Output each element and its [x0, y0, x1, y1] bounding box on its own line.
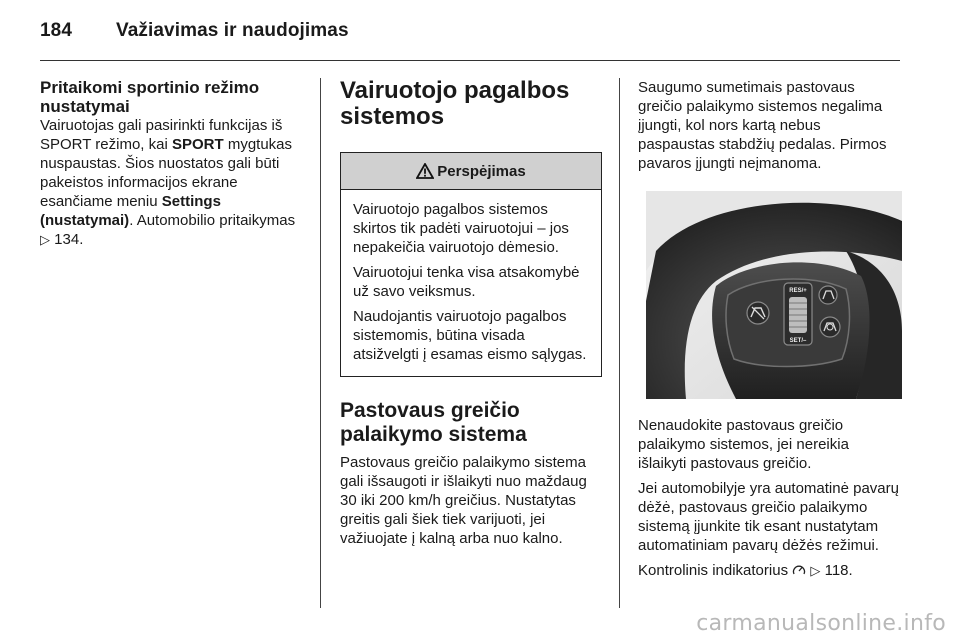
- cruise-usage-paragraph: Nenaudokite pastovaus greičio palaikymo sistemos, jei nereikia išlaikyti pastovaus greičio.: [638, 417, 849, 472]
- text-span: Vairuotojas gali pasirinkti funkcijas iš SPORT režimo, kai: [40, 117, 283, 153]
- cruise-control-indicator-icon: [792, 564, 806, 576]
- warning-header: [341, 153, 601, 190]
- warning-paragraph-2: Vairuotojui tenka visa atsakomybė už savo veiksmus.: [353, 264, 580, 300]
- text-span: . Automobilio pritaikymas: [129, 212, 296, 229]
- automatic-transmission-paragraph: Jei automobilyje yra automatinė pavarų dėžė, pastovaus greičio palaikymo sistemą įjunkite tik esant nustatytam automatiniam pavarų dėžės režimui.: [638, 480, 899, 554]
- column-divider-2: [619, 78, 620, 608]
- settings-menu-label: Settings (nustatymai): [40, 193, 221, 229]
- res-label: RES/+: [789, 288, 807, 294]
- warning-title: Perspėjimas: [437, 162, 526, 180]
- section-heading-cruise-control: Pastovaus greičio palaikymo sistema: [340, 399, 527, 446]
- section-heading-sport-settings: Pritaikomi sportinio režimo nustatymai: [40, 78, 260, 116]
- page-ref-link[interactable]: 134.: [54, 231, 84, 248]
- page-number: 184: [40, 20, 73, 41]
- section-heading-driver-assist: Vairuotojo pagalbos sistemos: [340, 77, 570, 130]
- safety-paragraph: Saugumo sumetimais pastovaus greičio palaikymo sistemos negalima įjungti, kol nors kartą nebus paspaustas stabdžių pedalas. Pirmos pavaros įjungti neįmanoma.: [638, 79, 887, 172]
- header-divider: [40, 60, 900, 61]
- text-span: Kontrolinis indikatorius: [638, 562, 793, 579]
- column-2: [340, 78, 602, 554]
- sport-settings-paragraph: [40, 116, 302, 249]
- page-ref-link[interactable]: 118.: [824, 562, 853, 579]
- page-header: [40, 20, 349, 42]
- steering-wheel-controls-image: [646, 191, 902, 399]
- set-label: SET/–: [789, 338, 807, 344]
- text-span: mygtukas nuspaustas. Šios nuostatos gali būti pakeistos informacijos ekrane esančiame meniu: [40, 136, 293, 210]
- watermark: carmanualsonline.info: [696, 611, 946, 636]
- page-ref-icon: ▷: [40, 232, 50, 247]
- column-3: [638, 78, 900, 586]
- column-divider-1: [320, 78, 321, 608]
- warning-box: [340, 152, 602, 377]
- column-1: [40, 78, 302, 255]
- warning-body: [341, 190, 601, 376]
- indicator-paragraph: [638, 561, 900, 580]
- cruise-control-paragraph: Pastovaus greičio palaikymo sistema gali išsaugoti ir išlaikyti nuo maždaug 30 iki 200 km/h greičius. Nustatytas greitis gali šiek tiek varijuoti, jei važiuojate į kalną arba nuo kalno.: [340, 454, 587, 547]
- warning-paragraph-1: Vairuotojo pagalbos sistemos skirtos tik padėti vairuotojui – jos nepakeičia vairuotojo dėmesio.: [353, 201, 569, 256]
- sport-button-label: SPORT: [171, 136, 224, 153]
- warning-icon: [416, 163, 434, 179]
- warning-paragraph-3: Naudojantis vairuotojo pagalbos sistemomis, būtina visada atsižvelgti į esamas eismo sąlygas.: [353, 308, 587, 363]
- page-ref-icon: ▷: [810, 563, 821, 578]
- chapter-title: Važiavimas ir naudojimas: [116, 20, 349, 41]
